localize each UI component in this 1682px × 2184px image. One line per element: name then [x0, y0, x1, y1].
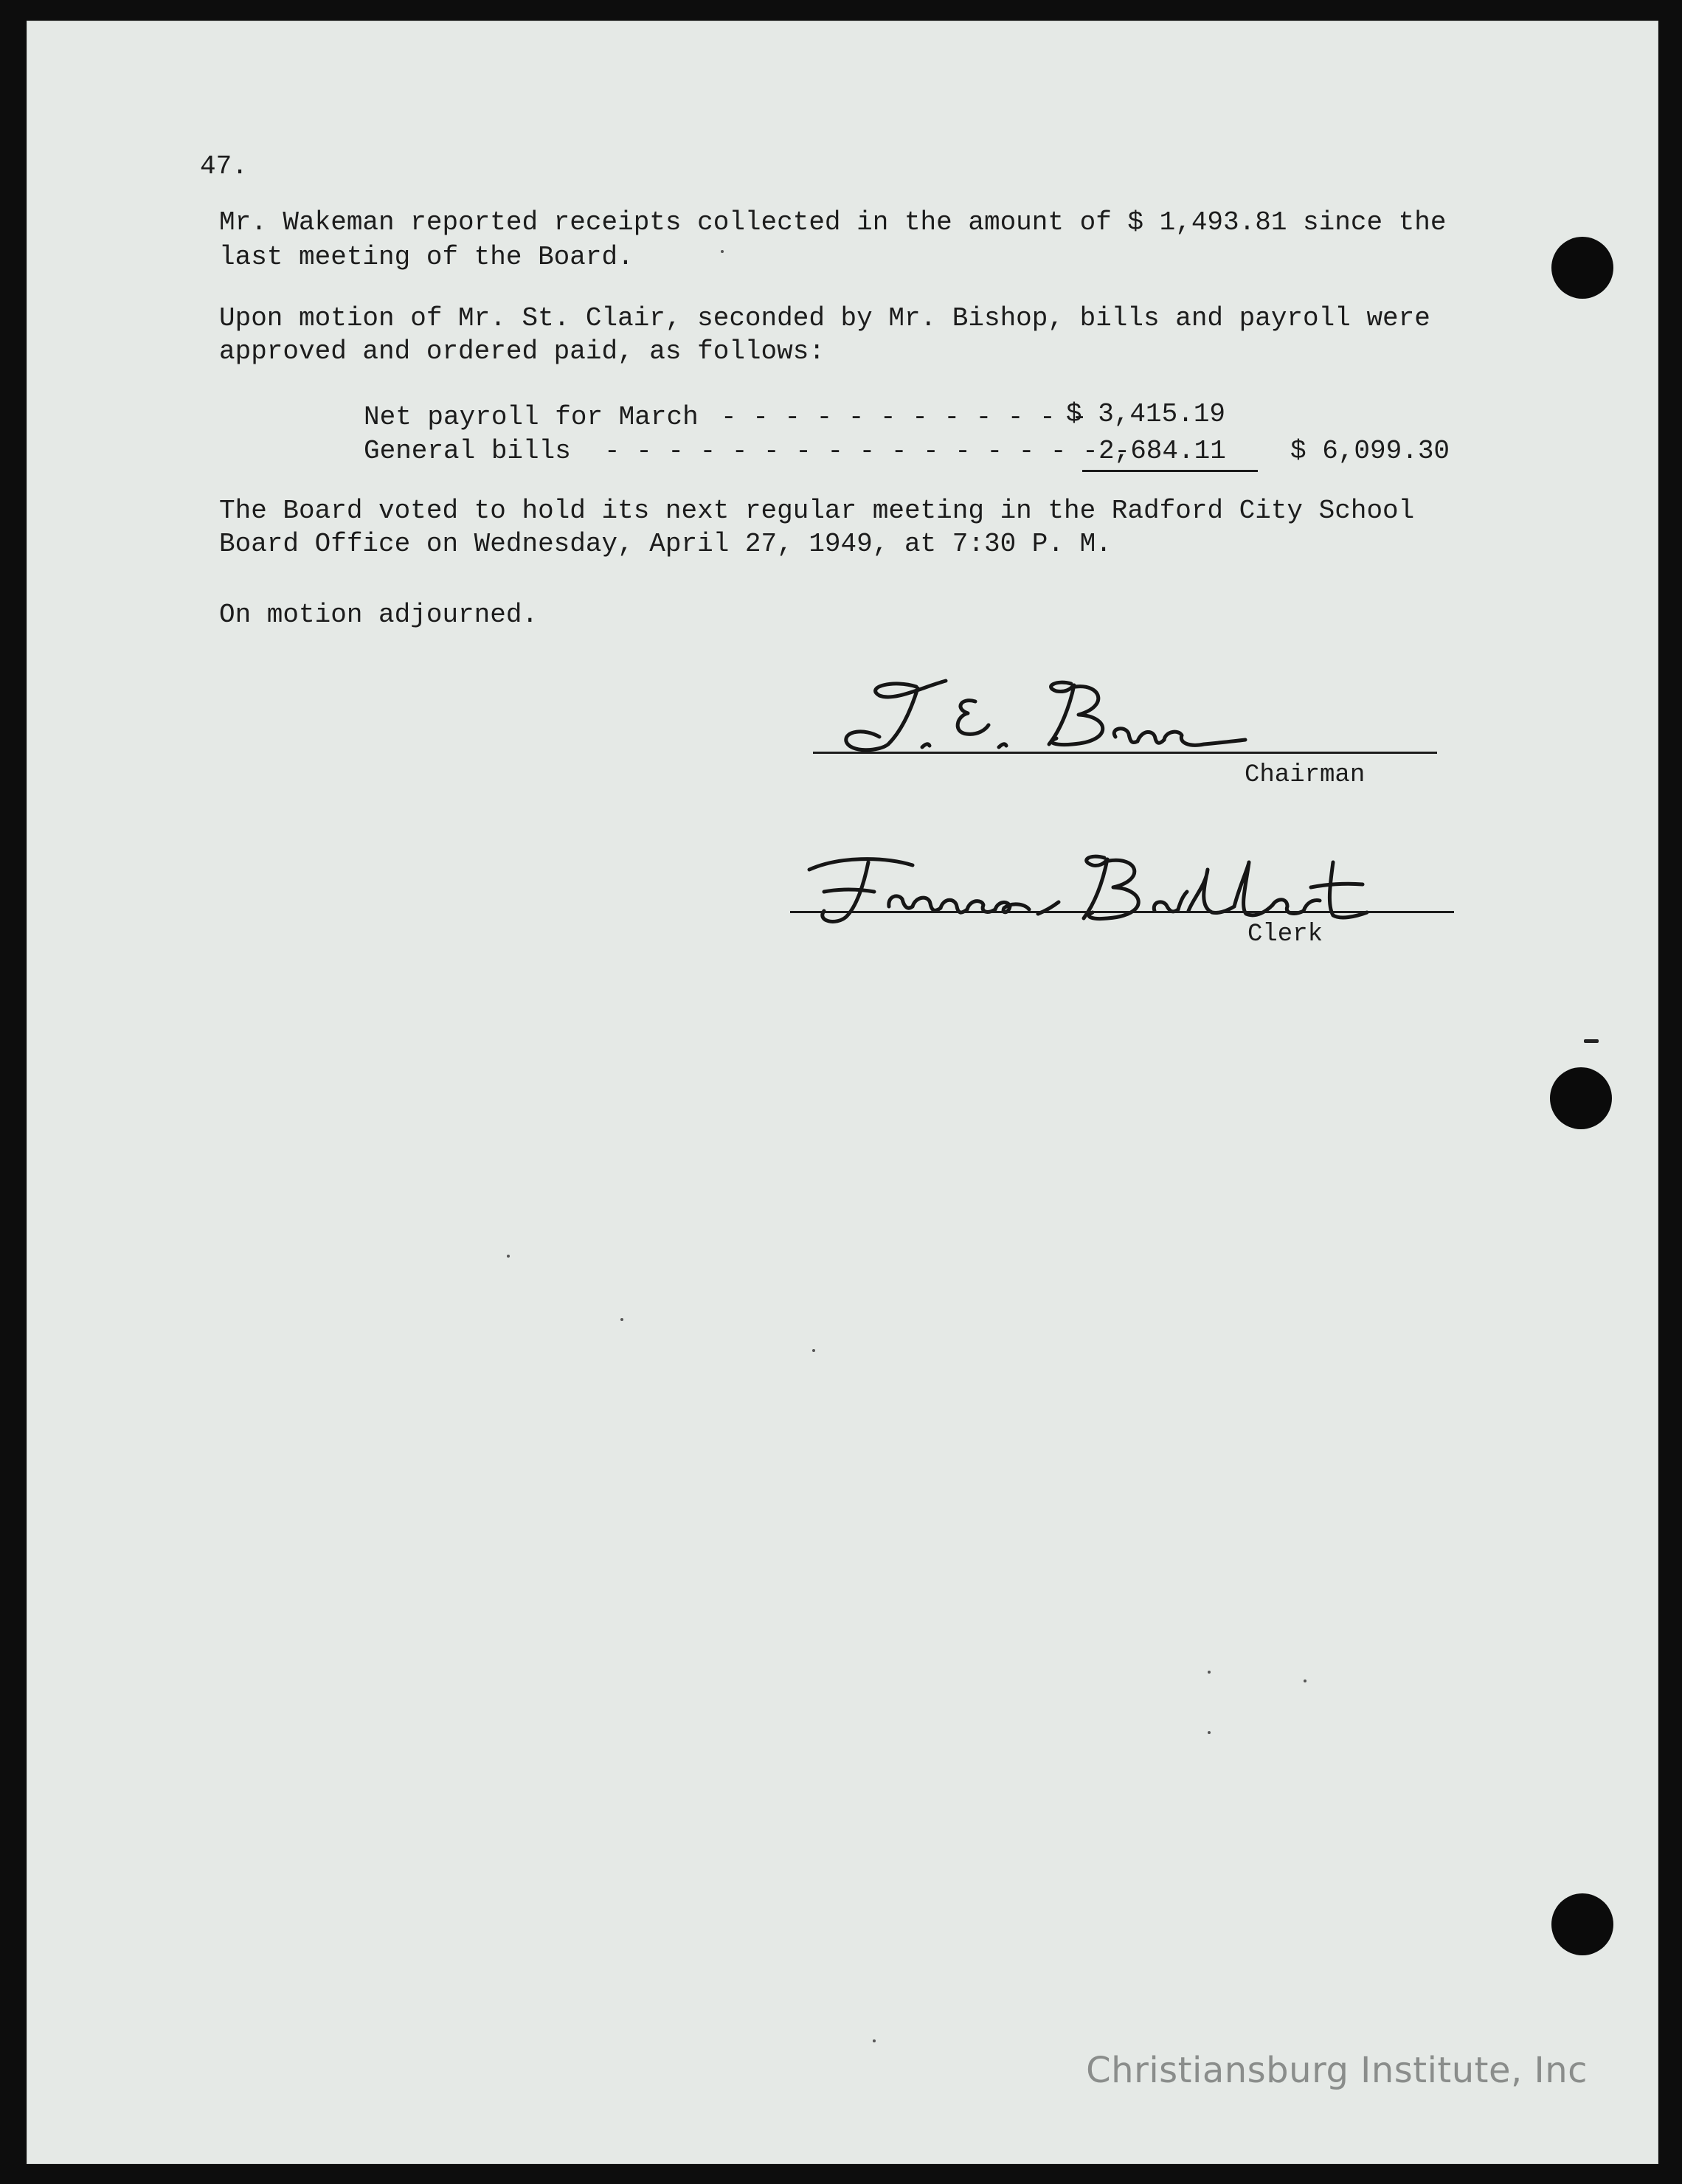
bills-label: General bills	[364, 436, 571, 466]
paper-speck	[507, 1255, 510, 1258]
adjourn-paragraph: On motion adjourned.	[219, 600, 539, 630]
punch-hole-bottom	[1551, 1893, 1613, 1955]
paper-mark	[1584, 1039, 1599, 1043]
paper-speck	[1208, 1671, 1211, 1674]
paper-speck	[1208, 1731, 1211, 1734]
watermark: Christiansburg Institute, Inc	[1086, 2050, 1588, 2091]
paper-speck	[1304, 1679, 1307, 1682]
chairman-signature	[835, 670, 1248, 759]
paper-speck	[620, 1318, 623, 1321]
total-amount: $ 6,099.30	[1290, 436, 1450, 466]
chairman-signature-line	[813, 752, 1437, 754]
document-page	[27, 21, 1658, 2164]
paper-speck	[721, 250, 724, 253]
payroll-label: Net payroll for March	[364, 402, 699, 432]
motion-paragraph-line-2: approved and ordered paid, as follows:	[219, 336, 825, 367]
clerk-role-label: Clerk	[1247, 921, 1323, 949]
meeting-paragraph-line-2: Board Office on Wednesday, April 27, 1949, at 7:30 P. M.	[219, 529, 1112, 559]
clerk-signature-line	[790, 911, 1454, 913]
motion-paragraph-line-1: Upon motion of Mr. St. Clair, seconded by Mr. Bishop, bills and payroll were	[219, 303, 1430, 333]
subtotal-underline	[1082, 470, 1258, 472]
paper-speck	[873, 2039, 876, 2042]
meeting-paragraph-line-1: The Board voted to hold its next regular meeting in the Radford City School	[219, 496, 1415, 526]
receipts-paragraph-line-2: last meeting of the Board.	[219, 242, 634, 272]
bills-leader-dashes: - - - - - - - - - - - - - - - - -	[604, 436, 1130, 466]
receipts-paragraph-line-1: Mr. Wakeman reported receipts collected in the amount of $ 1,493.81 since the	[219, 207, 1447, 238]
payroll-amount: $ 3,415.19	[1066, 399, 1226, 429]
page-number: 47.	[200, 151, 248, 181]
paper-speck	[812, 1349, 815, 1352]
payroll-leader-dashes: - - - - - - - - - - - -	[721, 402, 1087, 432]
punch-hole-middle	[1550, 1067, 1612, 1129]
punch-hole-top	[1551, 237, 1613, 299]
bills-amount: 2,684.11	[1098, 436, 1226, 466]
chairman-role-label: Chairman	[1245, 761, 1366, 789]
